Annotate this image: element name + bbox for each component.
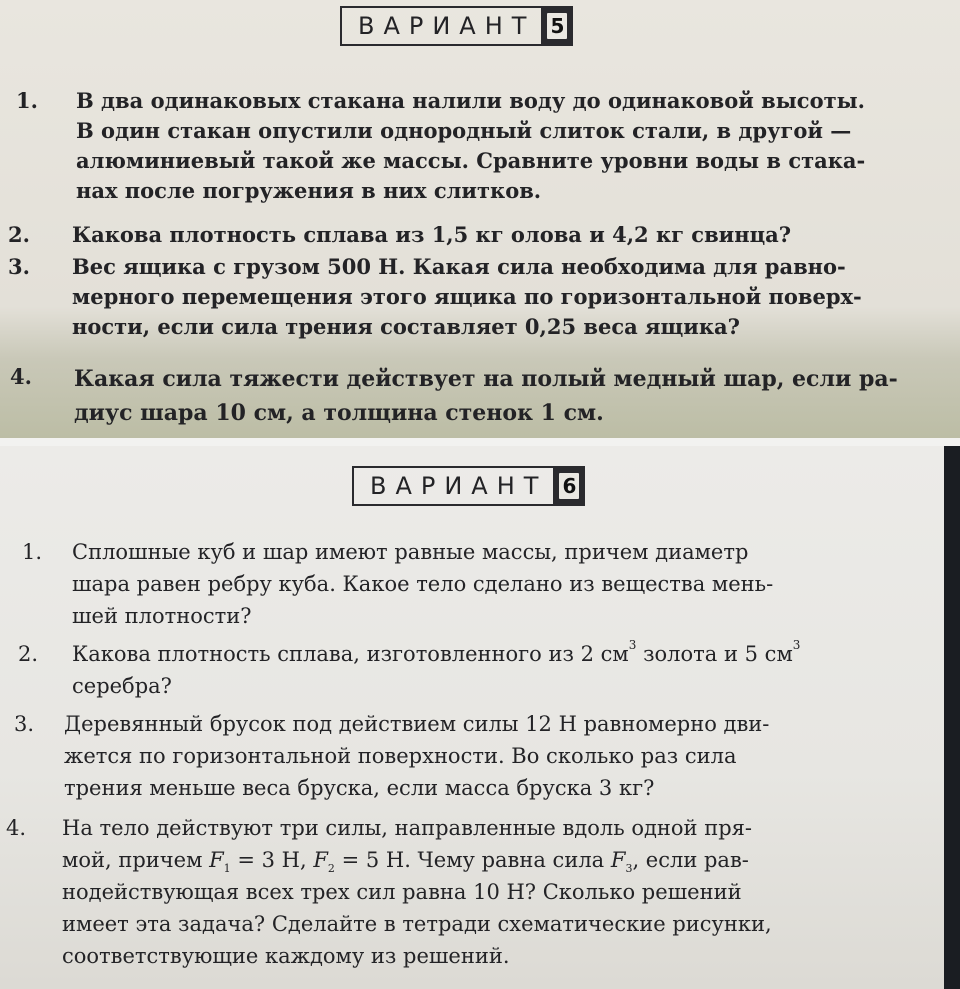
v5-task-3-line: Вес ящика с грузом 500 Н. Какая сила необходима для равно-	[72, 254, 846, 279]
v5-task-4-number: 4.	[10, 364, 32, 389]
v6-task-4-text: , если рав-	[632, 848, 749, 872]
v6-task-4-text: мой, причем	[62, 848, 210, 872]
v5-task-2-line: Какова плотность сплава из 1,5 кг олова и 4,2 кг свинца?	[72, 222, 792, 247]
v6-task-3-line: трения меньше веса бруска, если масса бруска 3 кг?	[64, 776, 655, 800]
force-subscript: 2	[327, 862, 335, 876]
variant-6-number: 6	[559, 473, 579, 499]
v5-task-4-line: диус шара 10 см, а толщина стенок 1 см.	[74, 400, 604, 426]
v6-task-4-line: соответствующие каждому из решений.	[62, 944, 510, 968]
v5-task-4-line: Какая сила тяжести действует на полый медный шар, если ра-	[74, 366, 898, 392]
force-subscript: 3	[625, 862, 633, 876]
v6-task-4-line: нодействующая всех трех сил равна 10 Н? Сколько решений	[62, 880, 742, 904]
v6-task-1-line: шей плотности?	[72, 604, 252, 628]
v6-task-3-line: жется по горизонтальной поверхности. Во сколько раз сила	[64, 744, 737, 768]
variant-5-number-box	[541, 8, 571, 44]
variant-5-header	[340, 6, 573, 46]
v5-task-1-line: В два одинаковых стакана налили воду до одинаковой высоты.	[76, 88, 865, 113]
v6-task-4-line	[62, 844, 772, 876]
v6-task-2-line: серебра?	[72, 674, 172, 698]
force-symbol: F	[610, 848, 626, 872]
v5-task-1-number: 1.	[16, 88, 38, 113]
variant-6-panel	[0, 446, 960, 989]
force-subscript: 1	[223, 862, 231, 876]
page-divider	[0, 438, 960, 446]
cubic-superscript: 3	[628, 638, 637, 652]
variant-6-title: ВАРИАНТ	[370, 472, 548, 500]
v6-task-2-text-a: Какова плотность сплава, изготовленного из 2 см	[72, 642, 629, 666]
v6-task-1-line: шара равен ребру куба. Какое тело сделано из вещества мень-	[72, 572, 774, 596]
v6-task-3-line: Деревянный брусок под действием силы 12 Н равномерно дви-	[64, 712, 770, 736]
v5-task-1-line: В один стакан опустили однородный слиток стали, в другой —	[76, 118, 852, 143]
v6-task-4-number: 4.	[6, 816, 27, 840]
force-symbol: F	[313, 848, 328, 872]
v5-task-1-line: алюминиевый такой же массы. Сравните уровни воды в стака-	[76, 148, 866, 173]
cubic-superscript: 3	[792, 638, 801, 652]
v6-task-4-line: На тело действуют три силы, направленные вдоль одной пря-	[62, 816, 752, 840]
v5-task-3-number: 3.	[8, 254, 30, 279]
variant-6-header	[352, 466, 585, 506]
variant-5-number: 5	[547, 13, 567, 39]
v6-task-3-number: 3.	[14, 712, 35, 736]
v6-task-1-line: Сплошные куб и шар имеют равные массы, причем диаметр	[72, 540, 749, 564]
v6-task-2-text-b: золота и 5 см	[636, 642, 793, 666]
v6-task-4-line: имеет эта задача? Сделайте в тетради схематические рисунки,	[62, 912, 772, 936]
v6-task-2-number: 2.	[18, 642, 39, 666]
v5-task-3-line: мерного перемещения этого ящика по горизонтальной поверх-	[72, 284, 862, 309]
variant-5-panel	[0, 0, 960, 438]
v6-task-2-line	[72, 638, 800, 670]
v5-task-3-line: ности, если сила трения составляет 0,25 веса ящика?	[72, 314, 740, 339]
variant-5-title: ВАРИАНТ	[358, 12, 536, 40]
v5-task-1-line: нах после погружения в них слитков.	[76, 178, 542, 203]
v6-task-4-text: = 5 Н. Чему равна сила	[334, 848, 611, 872]
variant-6-number-box	[553, 468, 583, 504]
v6-task-4-text: = 3 Н,	[230, 848, 314, 872]
force-symbol: F	[209, 848, 224, 872]
v5-task-2-number: 2.	[8, 222, 30, 247]
v6-task-1-number: 1.	[22, 540, 43, 564]
